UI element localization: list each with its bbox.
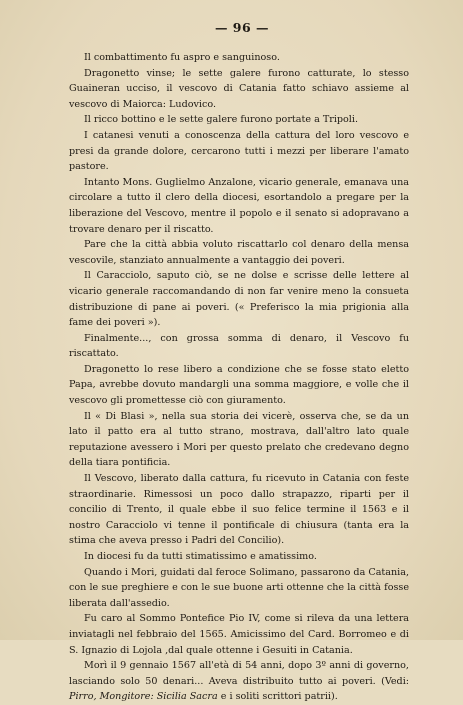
paragraph-last-end: e i soliti scrittori patrii). xyxy=(217,691,338,703)
paragraph: Il Caracciolo, saputo ciò, se ne dolse e scrisse delle lettere al vicario generale raccomandando di non far venire meno la consueta distribuzione di pane ai poveri. (« Preferisco la mia prigionia alla fame dei poveri »). xyxy=(69,270,409,329)
paragraph-last xyxy=(69,658,409,705)
page-number: — 96 — xyxy=(214,20,270,35)
paragraph: Intanto Mons. Guglielmo Anzalone, vicario generale, emanava una circolare a tutto il clero della diocesi, esortandolo a pregare per la liberazione del Vescovo, mentre il popolo e il senato si adopravano a trovare denaro per il riscatto. xyxy=(69,176,409,235)
paragraph: Il ricco bottino e le sette galere furono portate a Tripoli. xyxy=(84,114,358,126)
paragraph: Il combattimento fu aspro e sanguinoso. xyxy=(84,52,280,63)
paragraph: In diocesi fu da tutti stimatissimo e amatissimo. xyxy=(84,551,317,562)
paragraph: Dragonetto vinse; le sette galere furono catturate, lo stesso Guaineran ucciso, il vescovo di Catania fatto schiavo assieme al vescovo di Maiorca: Ludovico. xyxy=(69,67,409,110)
paragraph: Dragonetto lo rese libero a condizione che se fosse stato eletto Papa, avrebbe dovuto mandargli una somma maggiore, e volle che il vescovo gli promettesse ciò con giuramento. xyxy=(69,363,409,407)
body-text xyxy=(69,50,409,705)
paragraph: Fu caro al Sommo Pontefice Pio IV, come si rileva da una lettera inviatagli nel febbraio del 1565. Amicissimo del Card. Borromeo e di S. Ignazio di Lojola ,dal quale ottenne i Gesuiti in Catania. xyxy=(69,613,409,656)
paragraph: Il Vescovo, liberato dalla cattura, fu ricevuto in Catania con feste straordinarie. Rimessosi un poco dallo strapazzo, riparti per il concilio di Trento, il quale ebbe il suo felice termine il 1563 e il nostro Caracciolo vi tenne il pontificale di chiusura (tanta era la stima che aveva presso i Padri del Concilio). xyxy=(69,473,409,547)
source-citation: Pirro, Mongitore: Sicilia Sacra xyxy=(69,691,218,703)
paragraph-last-start: Morì il 9 gennaio 1567 all'età di 54 anni, dopo 3º anni di governo, lasciando solo 50 denari... Aveva distribuito tutto ai poveri. (Vedi: xyxy=(69,660,409,687)
paragraph: Quando i Mori, guidati dal feroce Solimano, passarono da Catania, con le sue preghiere e con le sue buone arti ottenne che la città fosse liberata dall'assedio. xyxy=(69,566,409,609)
paragraph: Pare che la città abbia voluto riscattarlo col denaro della mensa vescovile, stanziato annualmente a vantaggio dei poveri. xyxy=(69,239,409,266)
paragraph: I catanesi venuti a conoscenza della cattura del loro vescovo e presi da grande dolore, cercarono tutti i mezzi per liberare l'amato pastore. xyxy=(69,129,409,173)
paragraph: Il « Di Blasi », nella sua storia dei vicerè, osserva che, se da un lato il patto era al tutto strano, mostrava, dall'altro lato quale reputazione avessero i Mori per questo prelato che credevano degno della tiara pontificia. xyxy=(69,410,409,469)
paragraph: Finalmente..., con grossa somma di denaro, il Vescovo fu riscattato. xyxy=(69,332,409,360)
